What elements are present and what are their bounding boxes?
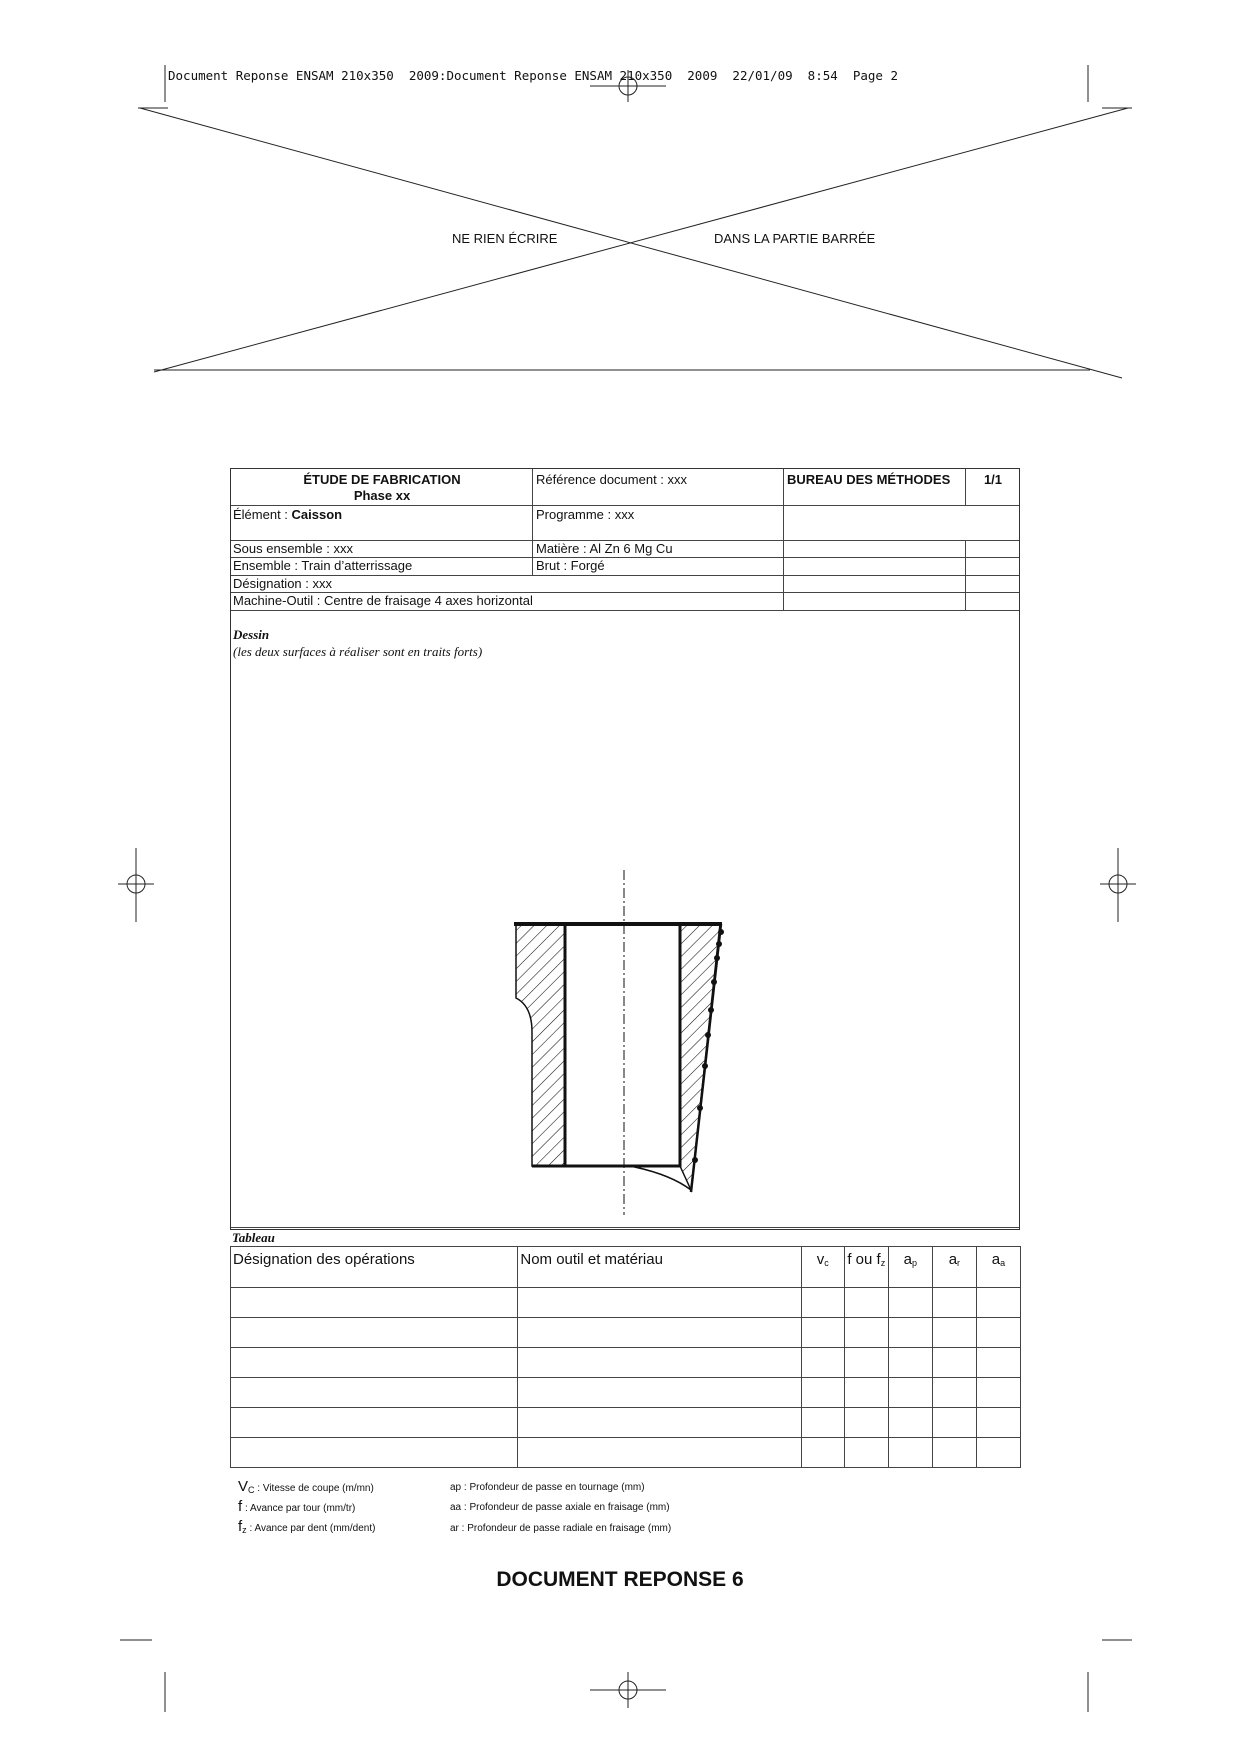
sous-ensemble-field: Sous ensemble : xxx (233, 541, 353, 556)
operation-cell-f[interactable] (844, 1438, 888, 1468)
operation-cell-f[interactable] (844, 1378, 888, 1408)
operation-cell-f[interactable] (844, 1318, 888, 1348)
surface-mark (705, 1032, 711, 1038)
operation-cell-outil[interactable] (518, 1318, 801, 1348)
form-title: ÉTUDE DE FABRICATION (303, 472, 461, 487)
operation-row (231, 1348, 1021, 1378)
operation-cell-ar[interactable] (932, 1378, 976, 1408)
operation-cell-ap[interactable] (888, 1408, 932, 1438)
form-rule (532, 540, 533, 575)
operation-cell-vc[interactable] (801, 1348, 844, 1378)
barred-zone-right-label: DANS LA PARTIE BARRÉE (714, 231, 876, 246)
sheet-number: 1/1 (983, 472, 1003, 487)
form-rule (965, 540, 966, 610)
registration-target-icon (590, 1672, 666, 1708)
surface-mark (711, 979, 717, 985)
print-header: Document Reponse ENSAM 210x350 2009:Document Reponse ENSAM 210x350 2009 22/01/09 8:54 Page 2 (168, 68, 898, 83)
operation-cell-designation[interactable] (231, 1348, 518, 1378)
right-wall-section (680, 924, 720, 1190)
surface-mark (708, 1007, 714, 1013)
operation-cell-aa[interactable] (976, 1288, 1020, 1318)
form-rule (783, 469, 784, 610)
programme-field: Programme : xxx (536, 507, 635, 522)
legend-vc: $V_C$ : Vitesse de coupe (m/mn) (238, 1478, 374, 1495)
legend-aa: aa : Profondeur de passe axiale en fraisage (mm) (450, 1502, 670, 1513)
barred-zone-left-label: NE RIEN ÉCRIRE (452, 231, 558, 246)
operation-cell-designation[interactable] (231, 1438, 518, 1468)
column-vc: $v_c$ (801, 1247, 844, 1288)
barred-zone (140, 108, 1128, 378)
left-wall-section (516, 924, 565, 1166)
operation-cell-vc[interactable] (801, 1408, 844, 1438)
operation-cell-aa[interactable] (976, 1378, 1020, 1408)
operation-cell-ar[interactable] (932, 1408, 976, 1438)
document-title: DOCUMENT REPONSE 6 (496, 1568, 744, 1591)
operation-cell-outil[interactable] (518, 1288, 801, 1318)
operation-cell-f[interactable] (844, 1288, 888, 1318)
dessin-note: (les deux surfaces à réaliser sont en traits forts) (233, 644, 483, 659)
operation-row (231, 1438, 1021, 1468)
operation-cell-outil[interactable] (518, 1438, 801, 1468)
matiere-field: Matière : Al Zn 6 Mg Cu (536, 541, 673, 556)
operations-table (230, 1246, 1021, 1468)
operation-cell-ap[interactable] (888, 1348, 932, 1378)
column-ap: $a_p$ (888, 1247, 932, 1288)
column-nom-outil: Nom outil et matériau (518, 1247, 801, 1288)
operation-cell-f[interactable] (844, 1348, 888, 1378)
legend-fz: $f_z$ : Avance par dent (mm/dent) (238, 1518, 376, 1535)
operation-row (231, 1408, 1021, 1438)
element-field (231, 507, 344, 523)
operation-cell-designation[interactable] (231, 1408, 518, 1438)
surface-mark (692, 1157, 698, 1163)
element-label: Élément : (233, 507, 292, 522)
operation-cell-aa[interactable] (976, 1408, 1020, 1438)
surface-mark (702, 1063, 708, 1069)
ensemble-field: Ensemble : Train d’atterrissage (233, 558, 413, 573)
operation-row (231, 1288, 1021, 1318)
operation-cell-ap[interactable] (888, 1288, 932, 1318)
operation-cell-ar[interactable] (932, 1438, 976, 1468)
column-designation-operations: Désignation des opérations (231, 1247, 518, 1288)
surface-mark (716, 941, 722, 947)
surface-mark (697, 1105, 703, 1111)
part-section-drawing (500, 870, 740, 1215)
surface-mark (718, 929, 724, 935)
legend-ap: ap : Profondeur de passe en tournage (mm) (450, 1482, 645, 1493)
operation-cell-ap[interactable] (888, 1378, 932, 1408)
operation-cell-vc[interactable] (801, 1378, 844, 1408)
element-value: Caisson (291, 507, 343, 522)
machine-outil-field: Machine-Outil : Centre de fraisage 4 axes horizontal (233, 593, 533, 608)
operation-cell-ar[interactable] (932, 1288, 976, 1318)
operation-cell-outil[interactable] (518, 1348, 801, 1378)
operation-cell-f[interactable] (844, 1408, 888, 1438)
operation-cell-designation[interactable] (231, 1378, 518, 1408)
designation-field: Désignation : xxx (233, 576, 332, 591)
legend-ar: ar : Profondeur de passe radiale en fraisage (mm) (450, 1523, 672, 1534)
operation-cell-aa[interactable] (976, 1348, 1020, 1378)
operation-cell-ar[interactable] (932, 1348, 976, 1378)
operation-cell-outil[interactable] (518, 1378, 801, 1408)
operation-cell-vc[interactable] (801, 1438, 844, 1468)
form-rule (231, 575, 1019, 576)
legend-f: f : Avance par tour (mm/tr) (238, 1498, 356, 1515)
operation-cell-aa[interactable] (976, 1318, 1020, 1348)
operations-header-row (231, 1247, 1021, 1288)
operation-cell-aa[interactable] (976, 1438, 1020, 1468)
form-rule (231, 1227, 1019, 1228)
operation-row (231, 1378, 1021, 1408)
operation-cell-vc[interactable] (801, 1318, 844, 1348)
operation-cell-ap[interactable] (888, 1438, 932, 1468)
operation-cell-designation[interactable] (231, 1288, 518, 1318)
reference-document: Référence document : xxx (536, 472, 688, 487)
form-rule (231, 610, 1019, 611)
column-f-ou-fz: f ou $f_z$ (844, 1247, 888, 1288)
column-ar: $a_r$ (932, 1247, 976, 1288)
dessin-title: Dessin (233, 627, 270, 642)
form-phase: Phase xx (353, 488, 411, 503)
operation-cell-vc[interactable] (801, 1288, 844, 1318)
operation-cell-ap[interactable] (888, 1318, 932, 1348)
operation-cell-ar[interactable] (932, 1318, 976, 1348)
form-rule (231, 505, 1019, 506)
surface-mark (714, 955, 720, 961)
bore (565, 924, 680, 1166)
operation-cell-outil[interactable] (518, 1408, 801, 1438)
tableau-title: Tableau (232, 1230, 275, 1245)
brut-field: Brut : Forgé (536, 558, 605, 573)
bureau-des-methodes: BUREAU DES MÉTHODES (787, 472, 951, 487)
column-aa: $a_a$ (976, 1247, 1020, 1288)
form-rule (965, 469, 966, 505)
operation-row (231, 1318, 1021, 1348)
operation-cell-designation[interactable] (231, 1318, 518, 1348)
